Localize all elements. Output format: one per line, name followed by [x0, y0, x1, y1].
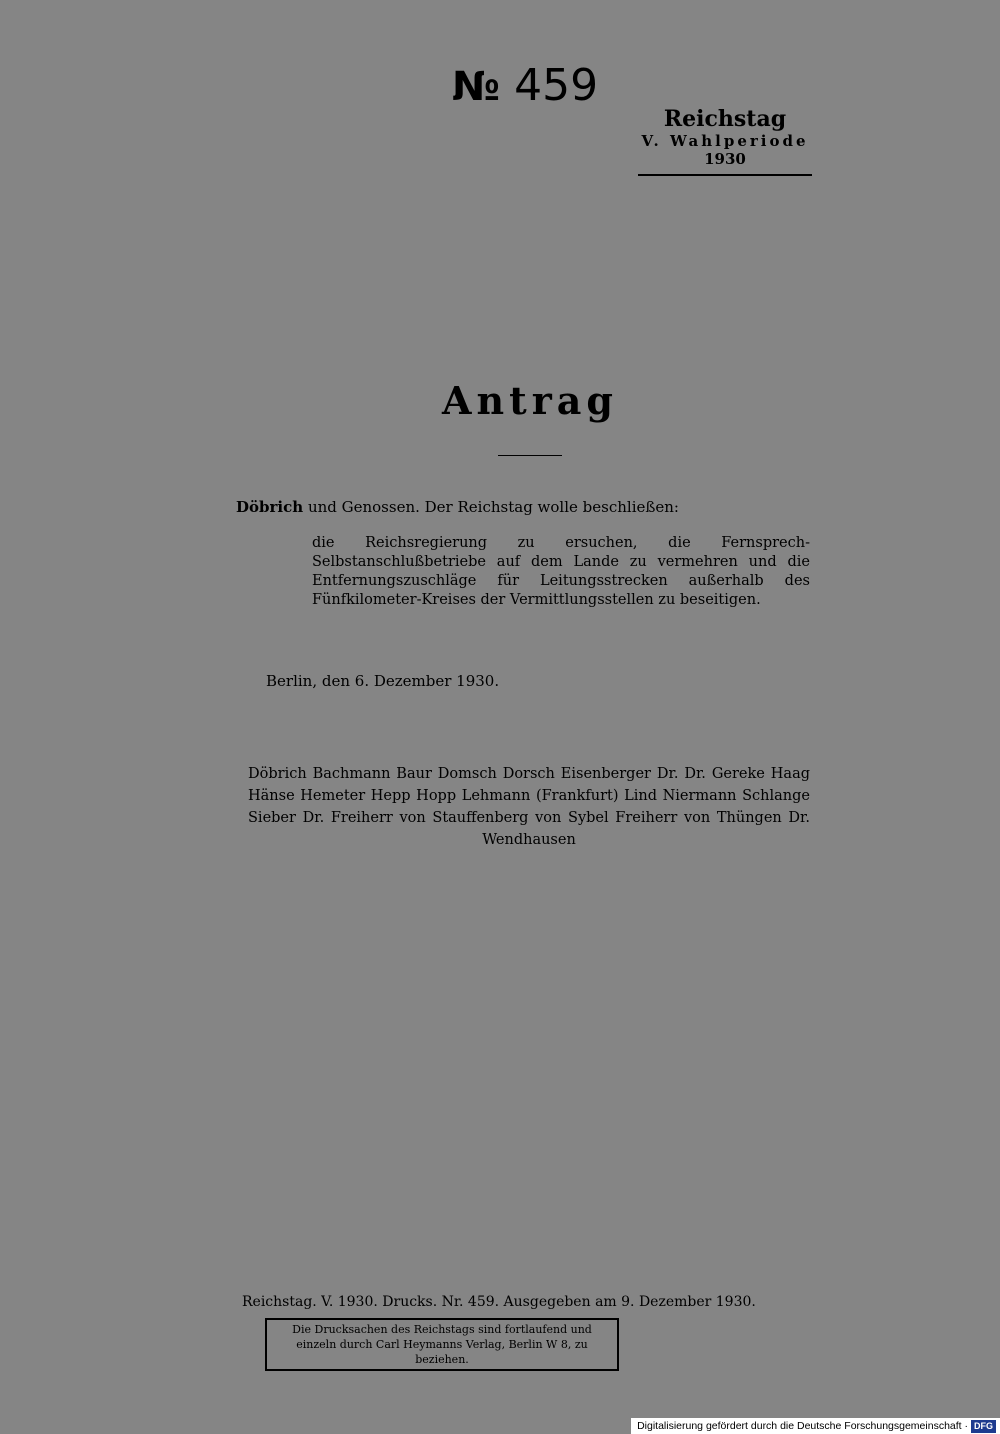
title-divider: [498, 455, 562, 456]
number-sign: №: [452, 64, 501, 110]
digitization-credit: [631, 1418, 1000, 1434]
motion-intro-text: und Genossen. Der Reichstag wolle beschließen:: [307, 498, 679, 516]
session-block: [638, 106, 812, 176]
print-footer: Reichstag. V. 1930. Drucks. Nr. 459. Ausgegeben am 9. Dezember 1930.: [242, 1294, 756, 1310]
credit-text: Digitalisierung gefördert durch die Deutsche Forschungsgemeinschaft ·: [637, 1420, 968, 1432]
year-label: 1930: [704, 150, 746, 168]
dfg-logo: DFG: [971, 1420, 996, 1433]
period-label: V. Wahlperiode: [641, 132, 809, 150]
document-title: Antrag: [442, 378, 618, 423]
place-date: Berlin, den 6. Dezember 1930.: [266, 672, 500, 690]
document-number: [452, 60, 598, 111]
publisher-notice: Die Drucksachen des Reichstags sind fortlaufend und einzeln durch Carl Heymanns Verlag, Berlin W 8, zu beziehen.: [265, 1318, 619, 1371]
institution-label: Reichstag: [663, 106, 787, 132]
number-value: 459: [514, 60, 599, 111]
motion-intro: [236, 498, 679, 516]
motion-author: Döbrich: [236, 498, 304, 516]
motion-body: die Reichsregierung zu ersuchen, die Fernsprech-Selbstanschlußbetriebe auf dem Lande zu vermehren und die Entfernungszuschläge für Leitungsstrecken außerhalb des Fünfkilometer-Kreises der Vermittlungsstellen zu beseitigen.: [312, 535, 810, 608]
signatories: Döbrich Bachmann Baur Domsch Dorsch Eisenberger Dr. Dr. Gereke Haag Hänse Hemeter Hepp Hopp Lehmann (Frankfurt) Lind Niermann Schlange Sieber Dr. Freiherr von Stauffenberg von Sybel Freiherr von Thüngen Dr. Wendhausen: [248, 766, 810, 848]
